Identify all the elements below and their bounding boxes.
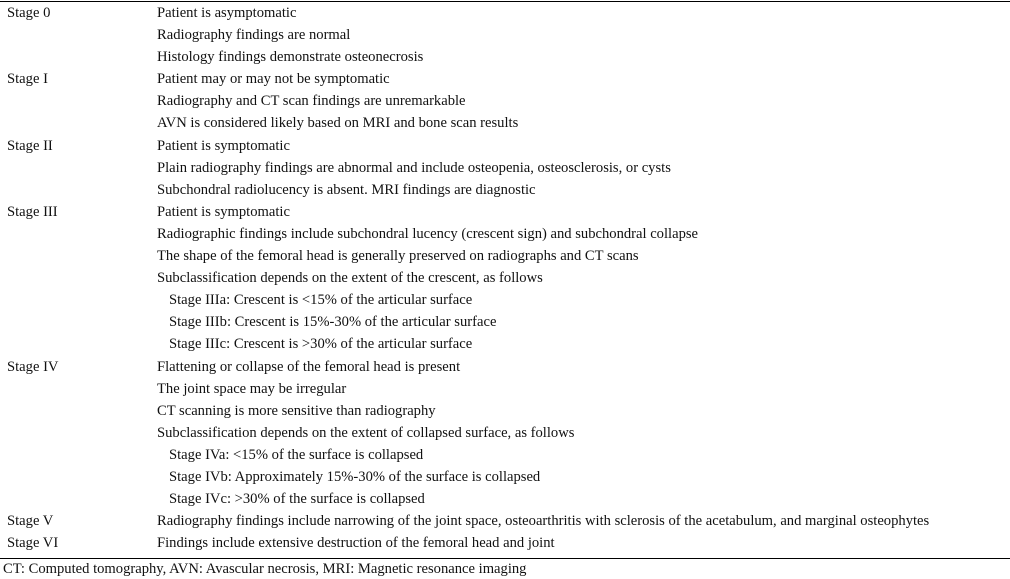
finding-line: Radiographic findings include subchondral lucency (crescent sign) and subchondral collapse bbox=[157, 225, 699, 242]
stage-description bbox=[157, 510, 1010, 532]
stage-row bbox=[0, 201, 1010, 356]
finding-line: Radiography and CT scan findings are unremarkable bbox=[157, 93, 466, 110]
finding-line: Patient is symptomatic bbox=[157, 137, 290, 154]
stage-description bbox=[157, 2, 1010, 68]
stage-description bbox=[157, 356, 1010, 511]
finding-line: Radiography findings are normal bbox=[157, 27, 351, 44]
stage-description bbox=[157, 201, 1010, 356]
finding-line: Subclassification depends on the extent of the crescent, as follows bbox=[157, 270, 543, 287]
substage-line: Stage IVa: <15% of the surface is collapsed bbox=[169, 446, 424, 463]
finding-line: Flattening or collapse of the femoral head is present bbox=[157, 358, 461, 375]
finding-line: CT scanning is more sensitive than radiography bbox=[157, 402, 436, 419]
stage-description bbox=[157, 532, 1010, 554]
stage-label: Stage III bbox=[7, 203, 58, 220]
substage-line: Stage IVb: Approximately 15%-30% of the surface is collapsed bbox=[169, 468, 541, 485]
finding-line: AVN is considered likely based on MRI and bone scan results bbox=[157, 115, 519, 132]
substage-line: Stage IVc: >30% of the surface is collapsed bbox=[169, 491, 425, 508]
substage-line: Stage IIIb: Crescent is 15%-30% of the articular surface bbox=[169, 314, 497, 331]
stage-row bbox=[0, 510, 1010, 532]
substage-line: Stage IIIc: Crescent is >30% of the articular surface bbox=[169, 336, 473, 353]
finding-line: Patient may or may not be symptomatic bbox=[157, 71, 390, 88]
stage-row bbox=[0, 532, 1010, 554]
stage-label: Stage IV bbox=[7, 358, 59, 375]
finding-line: Plain radiography findings are abnormal and include osteopenia, osteosclerosis, or cysts bbox=[157, 159, 671, 176]
stage-label: Stage V bbox=[7, 513, 54, 530]
finding-line: The joint space may be irregular bbox=[157, 380, 347, 397]
stage-row bbox=[0, 135, 1010, 201]
stage-label: Stage II bbox=[7, 137, 53, 154]
stage-row bbox=[0, 68, 1010, 134]
stage-description bbox=[157, 68, 1010, 134]
finding-line: The shape of the femoral head is generally preserved on radiographs and CT scans bbox=[157, 248, 639, 265]
stage-label: Stage 0 bbox=[7, 5, 51, 21]
table-footnote: CT: Computed tomography, AVN: Avascular necrosis, MRI: Magnetic resonance imaging bbox=[3, 561, 527, 577]
finding-line: Histology findings demonstrate osteonecrosis bbox=[157, 49, 424, 66]
stage-row bbox=[0, 2, 1010, 68]
stage-row bbox=[0, 356, 1010, 511]
finding-line: Patient is asymptomatic bbox=[157, 5, 297, 21]
stage-label: Stage VI bbox=[7, 535, 59, 552]
staging-table bbox=[0, 2, 1010, 554]
stage-label: Stage I bbox=[7, 71, 48, 88]
finding-line: Subclassification depends on the extent of collapsed surface, as follows bbox=[157, 424, 575, 441]
finding-line: Radiography findings include narrowing of the joint space, osteoarthritis with sclerosis of the acetabulum, and marginal osteophytes bbox=[157, 513, 930, 530]
finding-line: Patient is symptomatic bbox=[157, 203, 290, 220]
substage-line: Stage IIIa: Crescent is <15% of the articular surface bbox=[169, 292, 473, 309]
stage-description bbox=[157, 135, 1010, 201]
finding-line: Findings include extensive destruction of the femoral head and joint bbox=[157, 535, 555, 552]
finding-line: Subchondral radiolucency is absent. MRI findings are diagnostic bbox=[157, 181, 536, 198]
